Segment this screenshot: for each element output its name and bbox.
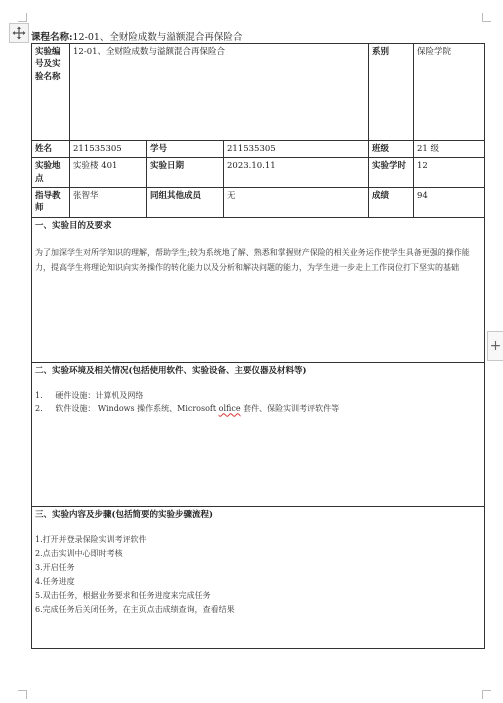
corner-mark-top-left (18, 13, 27, 22)
list-item-text: 硬件设施：计算机及网络 (55, 390, 144, 400)
exp-no-value[interactable]: 12-01、全财险成数与溢额混合再保险合 (70, 44, 369, 141)
section-steps-title: 三、实验内容及步骤(包括简要的实验步骤流程) (35, 509, 214, 520)
list-item-number: 2. (35, 404, 43, 414)
dept-value[interactable]: 保险学院 (414, 44, 485, 141)
score-value[interactable]: 94 (414, 187, 485, 217)
course-label: 课程名称: (31, 32, 73, 43)
steps-list (35, 533, 481, 617)
section-purpose-text: 为了加深学生对所学知识的理解，帮助学生;较为系统地了解、熟悉和掌握财产保险的相关业务运作使学生具备更强的操作能力，提高学生将理论知识向实务操作的转化能力以及分析和解决问题的能力，为学生进一步走上工作岗位打下坚实的基础 (35, 247, 470, 272)
teacher-value[interactable]: 张智华 (70, 187, 147, 217)
plus-icon: + (489, 338, 502, 354)
list-item (35, 402, 481, 416)
hours-value[interactable]: 12 (414, 158, 485, 188)
group-value[interactable]: 无 (224, 187, 369, 217)
table-move-handle[interactable] (9, 23, 29, 43)
hours-label: 实验学时 (369, 158, 414, 188)
step-item: 6.完成任务后关闭任务，在主页点击成绩查询，查看结果 (35, 604, 235, 614)
section-steps[interactable] (32, 506, 485, 648)
corner-mark-top-right (482, 13, 491, 22)
corner-mark-bottom-left (18, 690, 27, 699)
experiment-report-table (31, 43, 485, 649)
list-item-number: 1. (35, 390, 43, 400)
list-item-text: 套件、保险实训考评软件等 (240, 404, 340, 414)
step-item: 5.双击任务，根据业务要求和任务进度来完成任务 (35, 590, 211, 600)
name-value[interactable]: 211535305 (70, 141, 147, 158)
section-purpose-title: 一、实验目的及要求 (35, 220, 112, 231)
score-label: 成绩 (369, 187, 414, 217)
class-label: 班级 (369, 141, 414, 158)
move-icon (12, 26, 26, 40)
list-item-text: 软件设施： Windows 操作系统、Microsoft (55, 404, 219, 414)
step-item: 4.任务进度 (35, 576, 75, 586)
sid-value[interactable]: 211535305 (224, 141, 369, 158)
group-label: 同组其他成员 (147, 187, 224, 217)
class-value[interactable]: 21 级 (414, 141, 485, 158)
section-environment-title: 二、实验环境及相关情况(包括使用软件、实验设备、主要仪器及材料等) (35, 365, 307, 376)
date-value[interactable]: 2023.10.11 (224, 158, 369, 188)
list-item (35, 389, 481, 403)
step-item: 3.开启任务 (35, 562, 75, 572)
location-value[interactable]: 实验楼 401 (70, 158, 147, 188)
sid-label: 学号 (147, 141, 224, 158)
step-item: 1.打开并登录保险实训考评软件 (35, 534, 147, 544)
add-row-button[interactable] (487, 331, 503, 361)
step-item: 2.点击实训中心即时考核 (35, 548, 123, 558)
section-environment[interactable] (32, 362, 485, 506)
course-name: 12-01、全财险成数与溢额混合再保险合 (72, 32, 243, 43)
name-label: 姓名 (32, 141, 70, 158)
exp-no-label: 实验编号及实验名称 (32, 44, 70, 141)
date-label: 实验日期 (147, 158, 224, 188)
course-title (31, 29, 242, 43)
teacher-label: 指导教师 (32, 187, 70, 217)
environment-list (35, 389, 481, 416)
dept-label: 系别 (369, 44, 414, 141)
spelling-error-word[interactable]: olfice (218, 404, 241, 414)
location-label: 实验地点 (32, 158, 70, 188)
section-purpose[interactable] (32, 217, 485, 362)
corner-mark-bottom-right (482, 690, 491, 699)
